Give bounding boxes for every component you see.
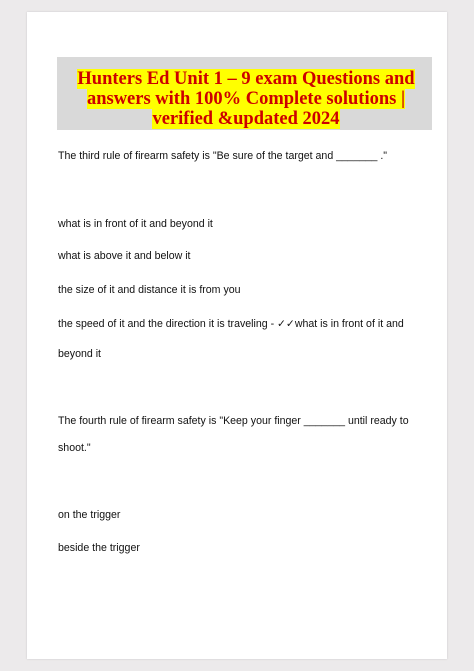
question-2-option-1: on the trigger bbox=[58, 509, 121, 521]
question-1-answer-continuation: beyond it bbox=[58, 348, 101, 360]
question-2-text-line-2: shoot." bbox=[58, 442, 91, 454]
document-page bbox=[27, 12, 447, 659]
question-1-option-1: what is in front of it and beyond it bbox=[58, 218, 213, 230]
question-1-option-4-with-answer: the speed of it and the direction it is traveling - ✓✓what is in front of it and bbox=[58, 318, 404, 330]
question-1-text: The third rule of firearm safety is "Be sure of the target and _______ ." bbox=[58, 150, 388, 162]
question-2-option-2: beside the trigger bbox=[58, 542, 140, 554]
document-title bbox=[61, 69, 431, 129]
document-title-text: Hunters Ed Unit 1 – 9 exam Questions and answers with 100% Complete solutions | verified &updated 2024 bbox=[77, 69, 415, 129]
question-1-option-2: what is above it and below it bbox=[58, 250, 191, 262]
question-2-text-line-1: The fourth rule of firearm safety is "Keep your finger _______ until ready to bbox=[58, 415, 409, 427]
question-1-option-3: the size of it and distance it is from you bbox=[58, 284, 241, 296]
